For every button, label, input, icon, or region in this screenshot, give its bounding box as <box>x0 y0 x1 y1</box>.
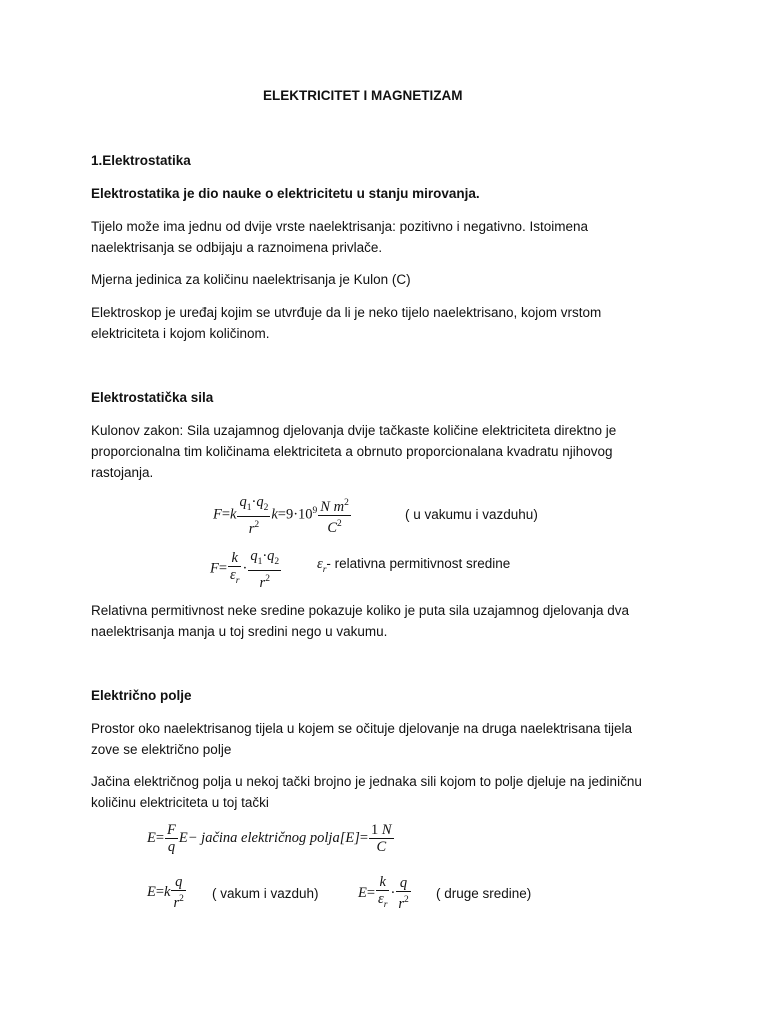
equation-note: ( u vakumu i vazduhu) <box>405 507 538 522</box>
field-vacuum-equation: E=k $\frac{q}{r^2}$ <box>147 874 184 911</box>
paragraph-line: naelektrisanja manja u toj sredini nego u vakumu. <box>91 624 388 639</box>
paragraph-line: elektriciteta i kojom količinom. <box>91 326 270 341</box>
paragraph-line: Kulonov zakon: Sila uzajamnog djelovanja dvije tačkaste količine elektriciteta direktno je <box>91 423 617 438</box>
paragraph-line: količinu elektriciteta u toj tački <box>91 795 269 810</box>
section-heading-elektrostatika: 1.Elektrostatika <box>91 153 191 168</box>
permittivity-note: $\varepsilon_r-$ relativna permitivnost sredine <box>317 556 511 575</box>
equation-note: ( druge sredine) <box>436 886 532 901</box>
definition-paragraph: Elektrostatika je dio nauke o elektricitetu u stanju mirovanja. <box>91 186 480 201</box>
coulomb-medium-equation: F= $\frac{k}{\varepsilon_r}$ · $\frac{q_1\cdot q_2}{r^2}$ <box>210 548 280 591</box>
paragraph-line: Relativna permitivnost neke sredine pokazuje koliko je puta sila uzajamnog djelovanja dva <box>91 603 630 618</box>
paragraph-line: Elektroskop je uređaj kojim se utvrđuje da li je neko tijelo naelektrisano, kojom vrstom <box>91 305 602 320</box>
field-strength-equation: E= $\frac{F}{q}$ E− jačina električnog polja[E]= $\frac{1 N}{C}$ <box>147 822 392 855</box>
paragraph-line: Mjerna jedinica za količinu naelektrisanja je Kulon (C) <box>91 272 411 287</box>
paragraph-line: rastojanja. <box>91 465 154 480</box>
equation-note: ( vakum i vazduh) <box>212 886 319 901</box>
paragraph-line: proporcionalna tim količinama elektriciteta a obrnuto proporcionalana kvadratu njihovog <box>91 444 613 459</box>
paragraph-line: Prostor oko naelektrisanog tijela u kojem se očituje djelovanje na druga naelektrisana tijela <box>91 721 633 736</box>
paragraph-line: Jačina električnog polja u nekoj tački brojno je jednaka sili kojom to polje djeluje na jediničnu <box>91 774 642 789</box>
coulomb-equation: F=k $\frac{q_1\cdot q_2}{r^2}$ $k=9\cdot 10^9$ $\frac{N m^2}{C^2}$ <box>213 494 349 537</box>
field-medium-equation: E= $\frac{k}{\varepsilon_r}$ · $\frac{q}{r^2}$ <box>358 874 409 912</box>
section-heading-polje: Električno polje <box>91 688 192 703</box>
paragraph-line: Tijelo može ima jednu od dvije vrste naelektrisanja: pozitivno i negativno. Istoimena <box>91 219 589 234</box>
document-title: ELEKTRICITET I MAGNETIZAM <box>263 88 463 103</box>
paragraph-line: zove se električno polje <box>91 742 232 757</box>
paragraph-line: naelektrisanja se odbijaju a raznoimena privlače. <box>91 240 383 255</box>
section-heading-sila: Elektrostatička sila <box>91 390 214 405</box>
